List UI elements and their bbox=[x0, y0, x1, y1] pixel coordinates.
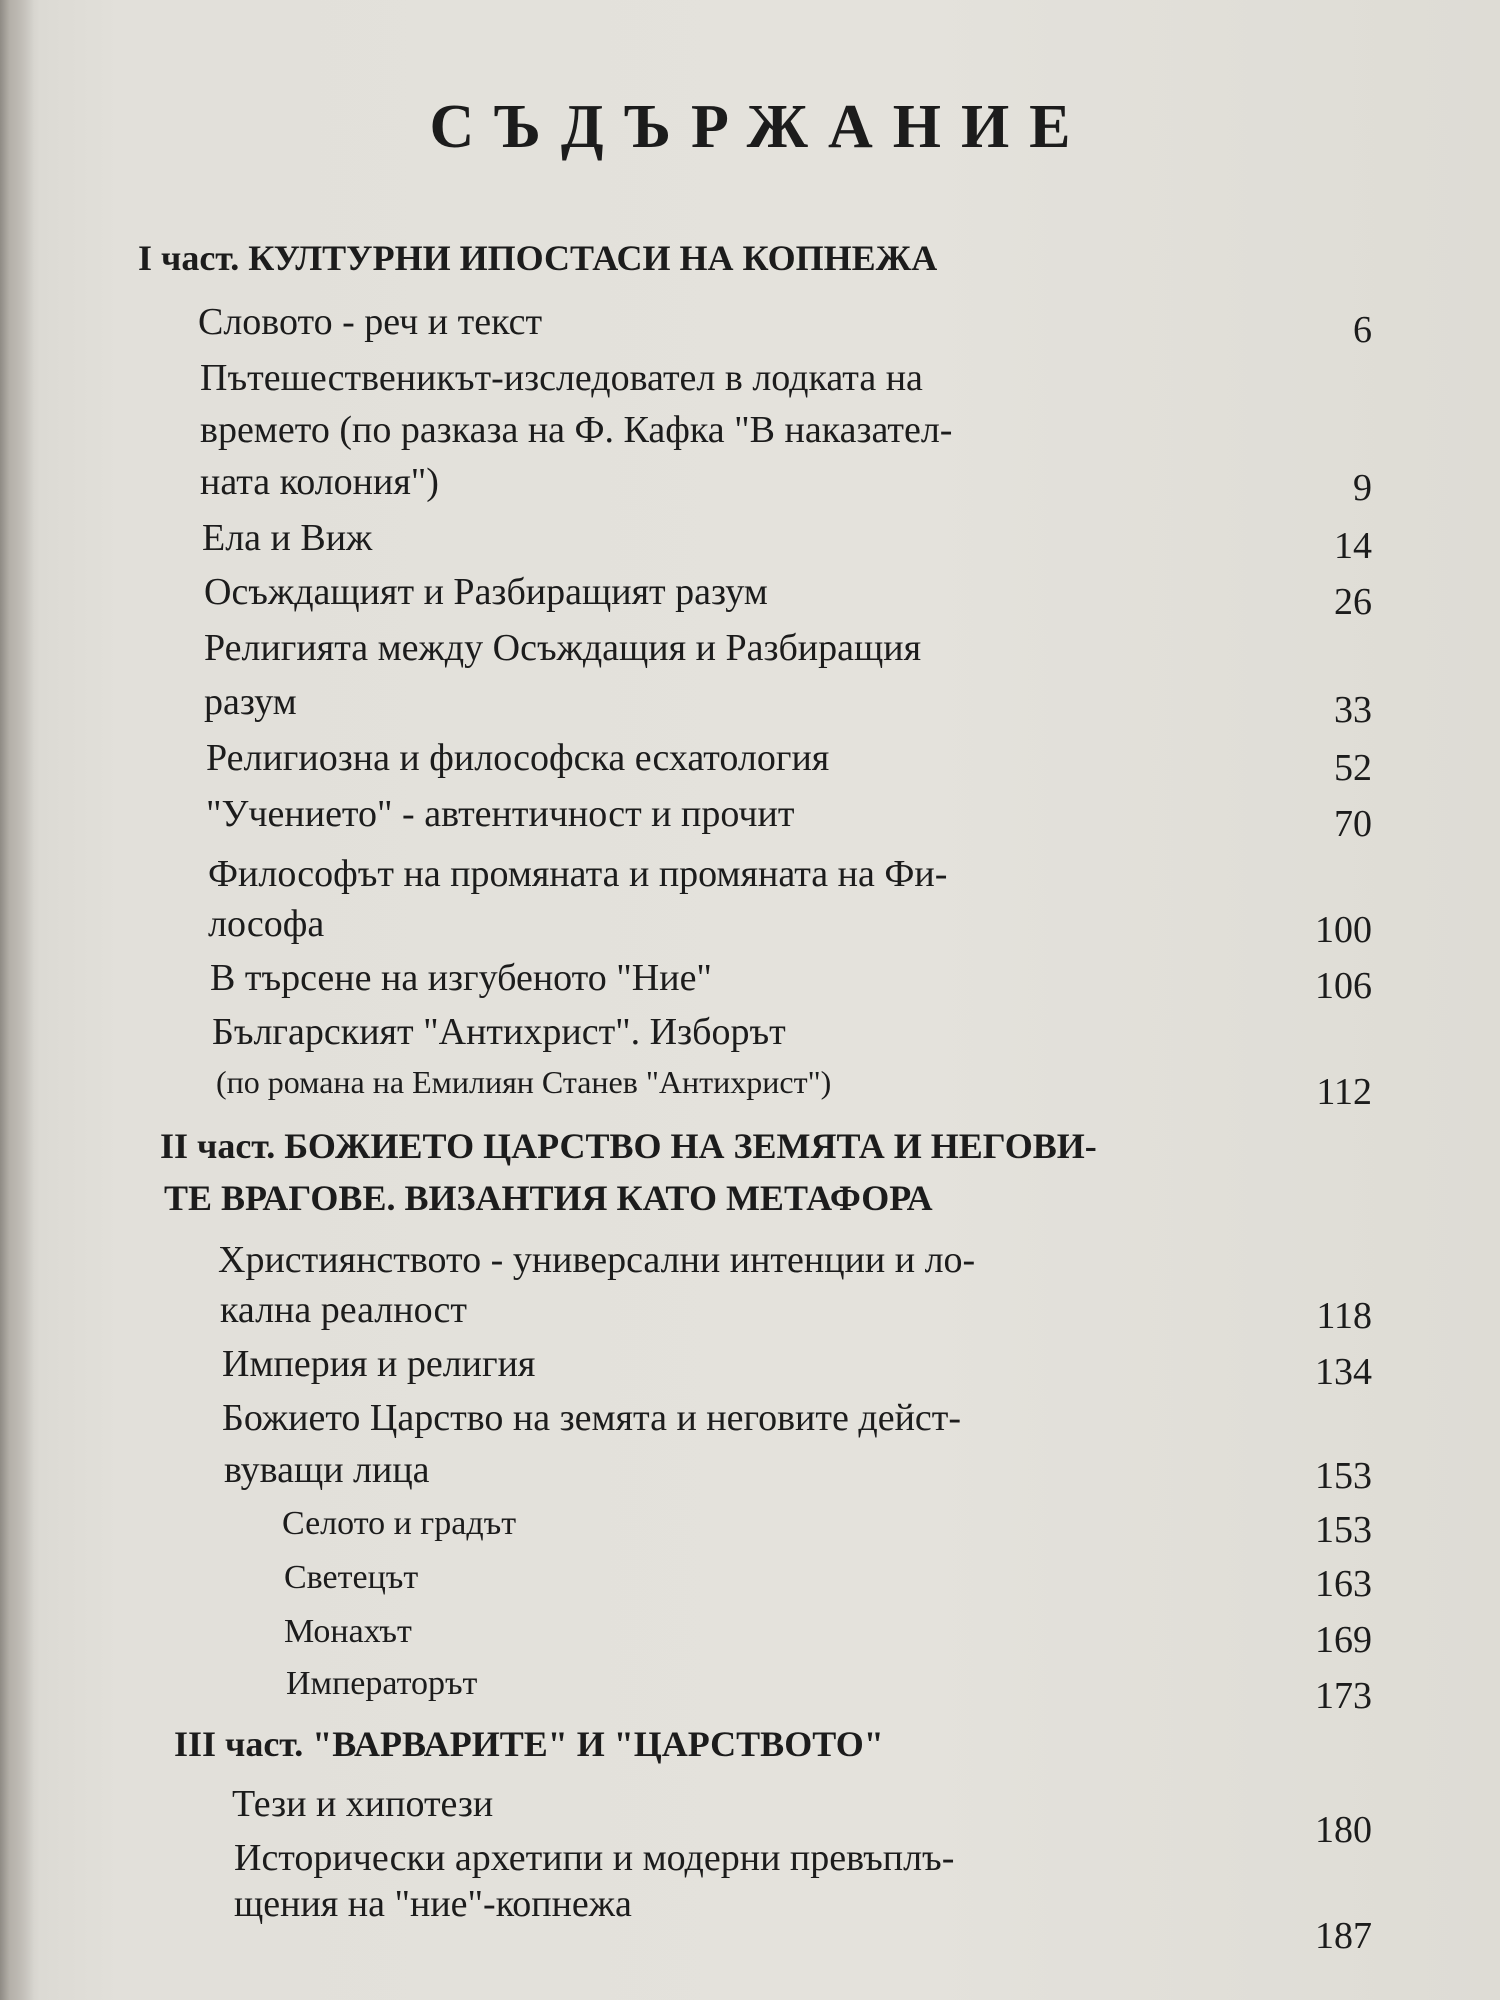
page-title: СЪДЪРЖАНИЕ bbox=[429, 93, 1091, 161]
toc-entry-7-page: 70 bbox=[1334, 803, 1372, 845]
part-2-heading-line-1: II част. БОЖИЕТО ЦАРСТВО НА ЗЕМЯТА И НЕГОВИ- bbox=[160, 1126, 1097, 1166]
toc-entry-2-page: 9 bbox=[1353, 467, 1372, 509]
toc-entry-2-line-3: ната колония") bbox=[200, 461, 439, 503]
part-1-heading: I част. КУЛТУРНИ ИПОСТАСИ НА КОПНЕЖА bbox=[138, 238, 938, 278]
toc-entry-5-line-1: Религията между Осъждащия и Разбиращия bbox=[204, 627, 922, 669]
toc-entry-7: "Учението" - автентичност и прочит bbox=[206, 793, 795, 835]
toc-entry-18-page: 180 bbox=[1315, 1809, 1372, 1851]
toc-entry-3: Ела и Виж bbox=[202, 517, 373, 559]
toc-entry-10-line-1: Българският "Антихрист". Изборът bbox=[212, 1011, 786, 1053]
toc-entry-15: Светецът bbox=[284, 1559, 419, 1596]
toc-entry-9: В търсене на изгубеното "Ние" bbox=[210, 957, 712, 999]
toc-entry-3-page: 14 bbox=[1334, 525, 1372, 567]
toc-entry-11-page: 118 bbox=[1316, 1295, 1372, 1337]
toc-entry-18: Тези и хипотези bbox=[232, 1783, 494, 1825]
toc-entry-6-page: 52 bbox=[1334, 747, 1372, 789]
toc-entry-12-page: 134 bbox=[1315, 1351, 1372, 1393]
toc-entry-2-line-1: Пътешественикът-изследовател в лодката на bbox=[200, 357, 923, 399]
toc-entry-13-page: 153 bbox=[1315, 1455, 1372, 1497]
part-2-heading-line-2: ТЕ ВРАГОВЕ. ВИЗАНТИЯ КАТО МЕТАФОРА bbox=[164, 1178, 933, 1218]
toc-entry-1: Словото - реч и текст bbox=[198, 301, 543, 343]
toc-entry-14-page: 153 bbox=[1315, 1509, 1372, 1551]
toc-entry-4: Осъждащият и Разбиращият разум bbox=[204, 571, 768, 613]
toc-entry-19-line-1: Исторически архетипи и модерни превъплъ- bbox=[234, 1837, 955, 1879]
toc-entry-11-line-1: Християнството - универсални интенции и ло- bbox=[218, 1239, 976, 1281]
toc-entry-9-page: 106 bbox=[1315, 965, 1372, 1007]
page-edge-shadow bbox=[0, 0, 34, 2000]
toc-entry-16-page: 169 bbox=[1315, 1619, 1372, 1661]
toc-entry-1-page: 6 bbox=[1353, 309, 1372, 351]
toc-entry-6: Религиозна и философска есхатология bbox=[206, 737, 830, 779]
toc-entry-10-line-2: (по романа на Емилиян Станев "Антихрист") bbox=[216, 1064, 832, 1100]
toc-entry-15-page: 163 bbox=[1315, 1563, 1372, 1605]
toc-entry-12: Империя и религия bbox=[222, 1343, 536, 1385]
toc-entry-19-page: 187 bbox=[1315, 1915, 1372, 1957]
toc-entry-11-line-2: кална реалност bbox=[220, 1289, 467, 1331]
toc-entry-4-page: 26 bbox=[1334, 581, 1372, 623]
toc-entry-19-line-2: щения на "ние"-копнежа bbox=[234, 1883, 632, 1925]
toc-entry-16: Монахът bbox=[284, 1613, 412, 1650]
toc-entry-17: Императорът bbox=[286, 1665, 478, 1702]
toc-entry-10-page: 112 bbox=[1316, 1071, 1372, 1113]
toc-entry-5-line-2: разум bbox=[204, 681, 297, 723]
toc-entry-13-line-2: вуващи лица bbox=[224, 1449, 430, 1491]
toc-entry-13-line-1: Божието Царство на земята и неговите дейст- bbox=[222, 1397, 962, 1439]
toc-entry-17-page: 173 bbox=[1315, 1675, 1372, 1717]
toc-entry-8-line-1: Философът на промяната и промяната на Фи- bbox=[208, 853, 948, 895]
toc-entry-14: Селото и градът bbox=[282, 1505, 517, 1542]
toc-entry-2-line-2: времето (по разказа на Ф. Кафка "В наказател- bbox=[200, 409, 953, 451]
toc-entry-5-page: 33 bbox=[1334, 689, 1372, 731]
toc-entry-8-page: 100 bbox=[1315, 909, 1372, 951]
toc-entry-8-line-2: лософа bbox=[208, 903, 325, 945]
part-3-heading: III част. "ВАРВАРИТЕ" И "ЦАРСТВОТО" bbox=[174, 1724, 884, 1764]
